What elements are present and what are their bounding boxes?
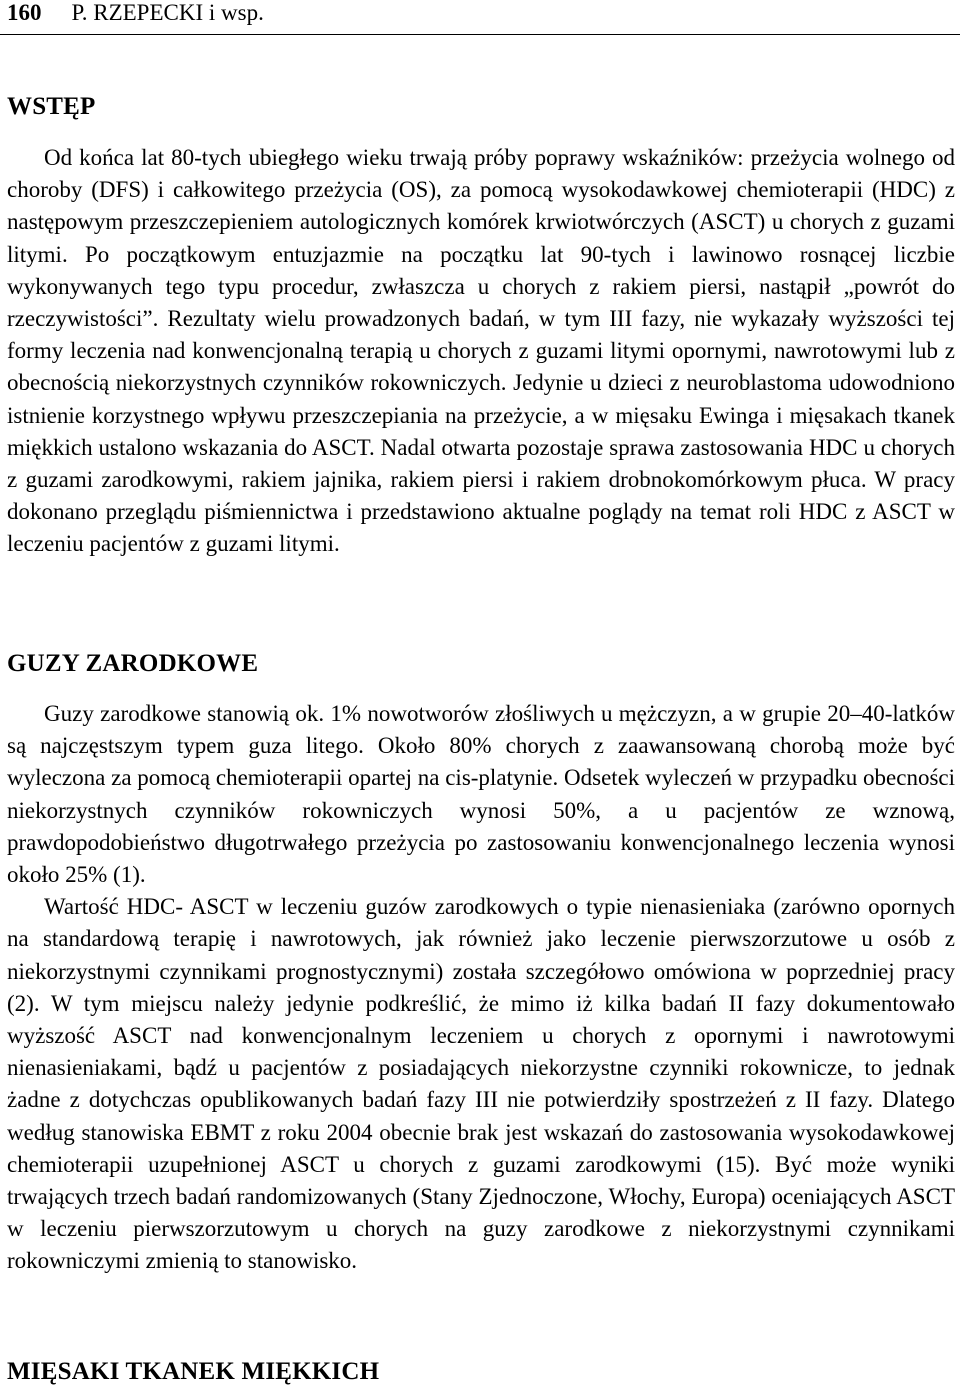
section-body-guzy-zarodkowe: [7, 698, 955, 1278]
section-body-wstep: [7, 142, 955, 561]
header-rule: [0, 34, 960, 35]
running-title: P. RZEPECKI i wsp.: [71, 0, 264, 25]
page-number: 160: [7, 0, 42, 25]
paragraph: Wartość HDC- ASCT w leczeniu guzów zarodkowych o typie nienasieniaka (zarówno opornych na standardową terapię i nawrotowych, jak również jako leczenie pierwszorzutowe u osób z niekorzystnymi czynnikami prognostycznymi) została szczegółowo omówiona w poprzedniej pracy (2). W tym miejscu należy jedynie podkreślić, że mimo iż kilka badań II fazy dokumentowało wyższość ASCT nad konwencjonalnym leczeniem u chorych z opornymi i nawrotowymi nienasieniakami, bądź u pacjentów z posiadających niekorzystne czynniki rokownicze, to jednak żadne z dotychczas opublikowanych badań fazy III nie potwierdziły spostrzeżeń z II fazy. Dlatego według stanowiska EBMT z roku 2004 obecnie brak jest wskazań do zastosowania wysokodawkowej chemioterapii uzupełnionej ASCT u chorych z guzami zarodkowymi (15). Być może wyniki trwających trzech badań randomizowanych (Stany Zjednoczone, Włochy, Europa) oceniających ASCT w leczeniu pierwszorzutowym u chorych na guzy zarodkowe z niekorzystnymi czynnikami rokowniczymi zmienią to stanowisko.: [7, 894, 955, 1274]
section-heading-wstep: WSTĘP: [7, 93, 96, 120]
section-heading-miesaki: MIĘSAKI TKANEK MIĘKKICH: [7, 1358, 380, 1385]
paragraph: Guzy zarodkowe stanowią ok. 1% nowotworów złośliwych u mężczyzn, a w grupie 20–40-latków są najczęstszym typem guza litego. Około 80% chorych z zaawansowaną chorobą może być wyleczona za pomocą chemioterapii opartej na cis-platynie. Odsetek wyleczeń w przypadku obecności niekorzystnych czynników rokowniczych wynosi 50%, a u pacjentów ze wznową, prawdopodobieństwo długotrwałego przeżycia po zastosowaniu konwencjonalnego leczenia wynosi około 25% (1).: [7, 701, 955, 888]
paragraph: Od końca lat 80-tych ubiegłego wieku trwają próby poprawy wskaźników: przeżycia wolnego od choroby (DFS) i całkowitego przeżycia (OS), za pomocą wysokodawkowej chemioterapii (HDC) z następowym przeszczepieniem autologicznych komórek krwiotwórczych (ASCT) u chorych z guzami litymi. Po początkowym entuzjazmie na początku lat 90-tych i lawinowo rosnącej liczbie wykonywanych tego typu procedur, zwłaszcza u chorych z rakiem piersi, nastąpił „powrót do rzeczywistości”. Rezultaty wielu prowadzonych badań, w tym III fazy, nie wykazały wyższości tej formy leczenia nad konwencjonalną terapią u chorych z guzami litymi opornymi, nawrotowymi lub z obecnością niekorzystnych czynników rokowniczych. Jedynie u dzieci z neuroblastoma udowodniono istnienie korzystnego wpływu przeszczepiania na przeżycie, a w mięsaku Ewinga i mięsakach tkanek miękkich ustalono wskazania do ASCT. Nadal otwarta pozostaje sprawa zastosowania HDC u chorych z guzami zarodkowymi, rakiem jajnika, rakiem piersi i rakiem drobnokomórkowym płuca. W pracy dokonano przeglądu piśmiennictwa i przedstawiono aktualne poglądy na temat roli HDC z ASCT w leczeniu pacjentów z guzami litymi.: [7, 145, 955, 557]
running-header: [7, 0, 264, 28]
section-heading-guzy-zarodkowe: GUZY ZARODKOWE: [7, 650, 259, 677]
